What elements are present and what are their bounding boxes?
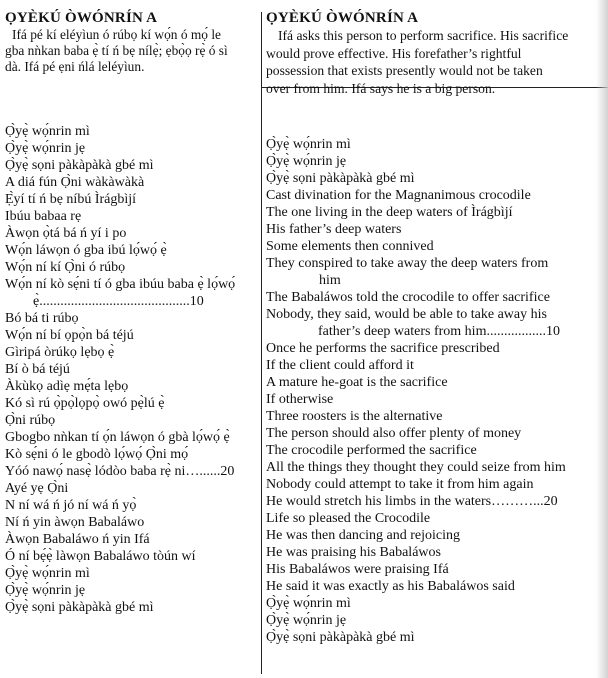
verse-line: Some elements then connived	[266, 239, 434, 254]
yoruba-intro-line: Ifá pé kí eléyìun ó rúbọ kí wọ́n ó mọ́ le	[12, 27, 221, 42]
english-column	[266, 10, 596, 645]
english-verse	[266, 136, 566, 646]
verse-line: He was then dancing and rejoicing	[266, 528, 460, 543]
verse-line: The Babaláwos told the crocodile to offer sacrifice	[266, 290, 550, 305]
verse-line: Life so pleased the Crocodile	[266, 511, 431, 526]
verse-line: Ọ̀yẹ̀ sọni pàkàpàkà gbé mì	[5, 600, 154, 615]
verse-line: Ọ̀yẹ̀ wọ́nrin mì	[5, 124, 90, 139]
english-intro	[266, 27, 596, 97]
verse-line: Ayé yẹ Ọ̀ni	[5, 481, 69, 496]
verse-line: Ọ̀yẹ̀ wọ́nrin mì	[266, 137, 351, 152]
verse-line: Bó bá ti rúbọ	[5, 311, 79, 326]
verse-line-continued: ẹ̀...........................................10	[33, 294, 204, 309]
yoruba-heading: ỌYÈKÚ ÒWÓNRÍN A	[5, 10, 158, 26]
verse-line: Kó sì rú ọ̀pọ̀lọpọ̀ owó pẹ̀lú ẹ̀	[5, 396, 165, 411]
verse-line: Nobody could attempt to take it from him again	[266, 477, 534, 492]
verse-line: Ọ̀yẹ̀ wọ́nrin jẹ	[5, 583, 86, 598]
yoruba-verse	[5, 123, 235, 616]
verse-line: Ọ̀yẹ̀ wọ́nrin mì	[266, 596, 351, 611]
english-intro-line: over from him. Ifá says he is a big person.	[266, 80, 496, 96]
english-intro-line: possession that exists presently would not be taken	[266, 63, 543, 78]
yoruba-column	[5, 10, 257, 615]
verse-line: He was praising his Babaláwos	[266, 545, 441, 560]
verse-line: If the client could afford it	[266, 358, 414, 373]
english-intro-line: Ifá asks this person to perform sacrifice. His sacrifice	[278, 28, 569, 43]
verse-line-continued: father’s deep waters from him.................10	[318, 324, 560, 339]
verse-line: Yóó nawọ́ nasẹ̀ lódòo baba rẹ̀ ni…......20	[5, 464, 235, 479]
verse-line: Ọ̀yẹ̀ sọni pàkàpàkà gbé mì	[266, 171, 415, 186]
verse-line: Wọ́n ní kò sẹ́ni tí ó gba ibúu baba ẹ̀ lọ́wọ́	[5, 277, 236, 292]
verse-line: Ó ní bẹ́ẹ̀ làwọn Babaláwo tòún wí	[5, 549, 196, 564]
verse-line: Wọ́n ní bí ọpọ̀n bá téjú	[5, 328, 134, 343]
yoruba-intro-line: dà. Ifá pé ẹni ńlá leléyìun.	[5, 59, 145, 74]
page-edge-shadow	[596, 0, 608, 678]
column-divider	[261, 12, 262, 674]
verse-line: The person should also offer plenty of money	[266, 426, 522, 441]
verse-line: Ní ń yin àwọn Babaláwo	[5, 515, 145, 530]
verse-line: Wọ́n láwọn ó gba ibú lọ́wọ́ ẹ̀	[5, 243, 167, 258]
verse-line: The one living in the deep waters of Ìrágbìjí	[266, 205, 513, 220]
verse-line: Ọ̀yẹ̀ wọ́nrin jẹ	[266, 613, 347, 628]
verse-line: Kò sẹ́ni ó le gbodò lọ́wọ́ Ọ̀ni mọ́	[5, 447, 189, 462]
verse-line: Once he performs the sacrifice prescribed	[266, 341, 500, 356]
verse-line: Cast divination for the Magnanimous crocodile	[266, 188, 531, 203]
verse-line: They conspired to take away the deep waters from	[266, 256, 549, 271]
verse-line: He would stretch his limbs in the waters………...20	[266, 494, 558, 509]
verse-line: Ọ̀yẹ̀ sọni pàkàpàkà gbé mì	[5, 158, 154, 173]
verse-line: Nobody, they said, would be able to take away his	[266, 307, 547, 322]
verse-line: Ọ̀ni rúbọ	[5, 413, 56, 428]
verse-line: His father’s deep waters	[266, 222, 402, 237]
verse-line: A mature he-goat is the sacrifice	[266, 375, 448, 390]
yoruba-intro	[5, 27, 257, 75]
verse-line: Ibúu babaa rẹ	[5, 209, 82, 224]
verse-line: All the things they thought they could seize from him	[266, 460, 566, 475]
english-intro-line: would prove effective. His forefather’s rightful	[266, 45, 522, 61]
verse-line-continued: him	[319, 273, 341, 288]
verse-line: Wọ́n ní kí Ọ̀ni ó rúbọ	[5, 260, 126, 275]
verse-line: Gìripá òrúkọ lẹbọ ẹ̀	[5, 345, 115, 360]
verse-line: His Babaláwos were praising Ifá	[266, 562, 449, 577]
verse-line: Àwọn ọ̀tá bá ń yí i po	[5, 226, 127, 241]
verse-line: Gbogbo nǹkan tí ọ́n láwọn ó gbà lọ́wọ́ ẹ̀	[5, 430, 230, 445]
verse-line: Ọ̀yẹ̀ sọni pàkàpàkà gbé mì	[266, 630, 415, 645]
yoruba-intro-line: gba nǹkan baba ẹ̀ tí ń bẹ nílẹ̀; ẹbọ̀ọ rẹ̀ ó sì	[5, 43, 228, 58]
verse-line: He said it was exactly as his Babaláwos said	[266, 579, 515, 594]
verse-line: The crocodile performed the sacrifice	[266, 443, 477, 458]
english-heading: ỌYÈKÚ ÒWÓNRÍN A	[266, 10, 419, 26]
verse-line: Ẹ̀yí tí ń bẹ níbú Ìrágbìjí	[5, 192, 137, 207]
verse-line: Bí ò bá téjú	[5, 362, 70, 377]
verse-line: Ọ̀yẹ̀ wọ́nrin jẹ	[5, 141, 86, 156]
verse-line: Àkùkọ adìẹ mẹ́ta lẹbọ	[5, 379, 129, 394]
verse-line: Ọ̀yẹ̀ wọ́nrin mì	[5, 566, 90, 581]
verse-line: If otherwise	[266, 392, 334, 407]
verse-line: Àwọn Babaláwo ń yin Ifá	[5, 532, 150, 547]
verse-line: A diá fún Ọ̀ni wàkàwàkà	[5, 175, 145, 190]
verse-line: Ọ̀yẹ̀ wọ́nrin jẹ	[266, 154, 347, 169]
verse-line: Three roosters is the alternative	[266, 409, 443, 424]
verse-line: N ní wá ń jó ní wá ń yọ̀	[5, 498, 137, 513]
